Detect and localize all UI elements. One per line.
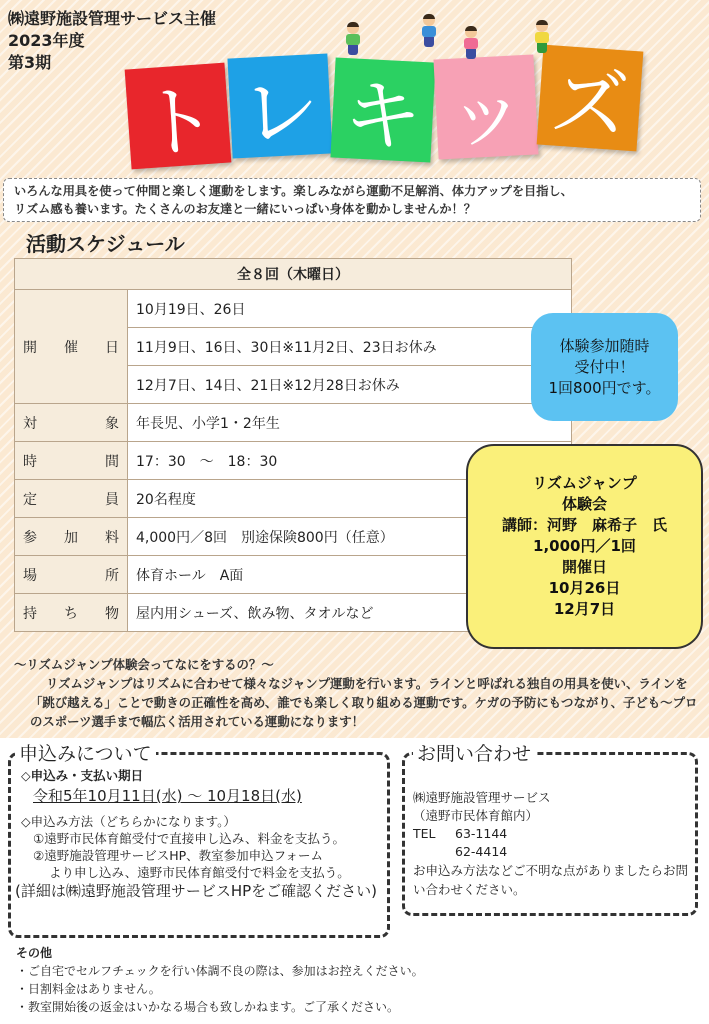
value-place: 体育ホール A面 [128,556,572,594]
contact-box [402,743,698,916]
year-text: 2023年度 [8,31,85,50]
jump-subtitle: 体験会 [561,495,607,513]
logo-tile-3 [330,57,435,162]
running-kid-icon [344,22,362,56]
running-kid-icon [462,26,480,60]
rhythm-description [14,655,704,731]
label-belongings: 持 ち 物 [15,594,128,632]
value-capacity: 20名程度 [128,480,572,518]
label-place: 場 所 [15,556,128,594]
contact-tel-2: 62-4414 [455,844,508,859]
method-1: ①遠野市民体育館受付で直接申し込み、料金を支払う。 [33,831,345,846]
apply-box [8,743,390,938]
jump-price: 1,000円／1回 [533,537,636,555]
logo-tile-1 [125,63,232,170]
jump-title: リズムジャンプ [532,474,637,492]
other-notes [16,944,424,1016]
value-target: 年長児、小学1・2年生 [128,404,572,442]
label-time: 時 間 [15,442,128,480]
logo-char-1: ト [136,75,221,171]
contact-title: お問い合わせ [413,739,535,766]
rhythm-body: リズムジャンプはリズムに合わせて様々なジャンプ運動を行います。ラインと呼ばれる独自の用具を使い、ラインを「跳び越える」ことで動きの正確性を高め、誰でも楽しく取り組める運動です。ケガの予防にもつながり、子ども～プロのスポーツ選手まで幅広く活用されている運動になります！ [30,676,698,729]
label-capacity: 定 員 [15,480,128,518]
apply-detail: (詳細は㈱遠野施設管理サービスHPをご確認ください) [15,882,378,900]
jump-bubble [466,444,703,649]
value-time: 17：30 ～ 18：30 [128,442,572,480]
contact-tel-label: TEL [413,826,436,841]
organizer-text: ㈱遠野施設管理サービス主催 [8,9,217,28]
label-fee: 参 加 料 [15,518,128,556]
jump-date-1: 10月26日 [548,579,621,597]
schedule-header: 全８回（木曜日） [15,259,572,290]
trial-bubble [531,313,678,421]
intro-box [3,178,701,222]
other-item-2: ・日割料金はありません。 [16,982,161,996]
trial-line-1: 体験参加随時 [559,336,650,355]
value-fee: 4,000円／8回 別途保険800円（任意） [128,518,572,556]
method-label: ◇申込み方法（どちらかになります。） [21,814,236,829]
apply-title: 申込みについて [15,739,156,766]
logo-char-2: レ [239,66,322,160]
label-dates: 開 催 日 [15,290,128,404]
method-2b: より申し込み、遠野市民体育館受付で料金を支払う。 [49,865,350,880]
label-target: 対 象 [15,404,128,442]
other-item-1: ・ご自宅でセルフチェックを行い体調不良の際は、参加はお控えください。 [16,964,424,978]
logo-char-4: ッ [445,67,528,161]
logo-char-5: ズ [547,57,632,153]
logo-tile-4 [433,54,538,159]
trial-line-2: 受付中！ [574,357,635,376]
value-belongings: 屋内用シューズ、飲み物、タオルなど [128,594,572,632]
running-kid-icon [420,14,438,48]
dates-nov: 11月9日、16日、30日※11月2日、23日お休み [128,328,572,366]
other-title: その他 [16,946,53,960]
jump-instructor: 講師：河野 麻希子 氏 [501,516,667,534]
other-item-3: ・教室開始後の返金はいかなる場合も致しかねます。ご了承ください。 [16,1000,400,1014]
dates-oct: 10月19日、26日 [128,290,572,328]
contact-note: お申込み方法などご不明な点がありましたらお問い合わせください。 [413,863,689,897]
trial-line-3: 1回800円です。 [548,378,661,397]
logo-char-3: キ [341,70,424,164]
deadline-label: ◇申込み・支払い期日 [21,768,144,783]
intro-line-1: いろんな用具を使って仲間と楽しく運動をします。楽しみながら運動不足解消、体力アップを目指し、 [14,184,573,198]
rhythm-question: ～リズムジャンプ体験会ってなにをするの？～ [14,657,274,672]
method-2a: ②遠野施設管理サービスHP、教室参加申込フォーム [33,848,324,863]
deadline-value: 令和5年10月11日(水) ～ 10月18日(水) [33,787,302,805]
running-kid-icon [533,20,551,54]
logo-tile-2 [227,53,332,158]
intro-line-2: リズム感も養います。たくさんのお友達と一緒にいっぱい身体を動かしませんか！？ [14,202,476,216]
contact-company: ㈱遠野施設管理サービス [413,790,551,805]
contact-tel-1: 63-1144 [455,826,508,841]
contact-office: （遠野市民体育館内） [413,808,539,823]
logo-tile-5 [537,45,644,152]
jump-date-2: 12月7日 [553,600,616,618]
term-text: 第3期 [8,53,52,72]
dates-dec: 12月7日、14日、21日※12月28日お休み [128,366,572,404]
jump-dates-label: 開催日 [561,558,607,576]
schedule-title: 活動スケジュール [26,232,185,256]
